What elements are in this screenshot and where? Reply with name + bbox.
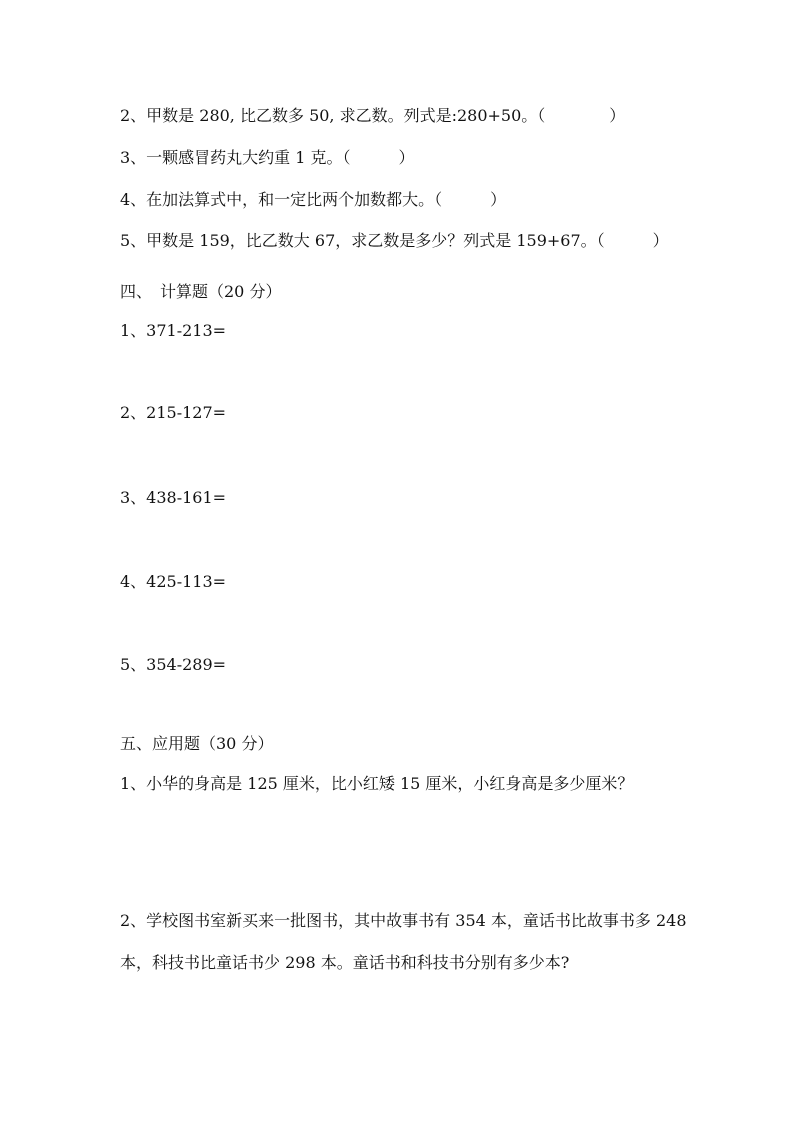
judgment-item-3: 3、一颗感冒药丸大约重 1 克。（ ） (120, 148, 415, 167)
calc-item-3: 3、438-161= (120, 488, 227, 507)
word-problem-1: 1、小华的身高是 125 厘米，比小红矮 15 厘米，小红身高是多少厘米？ (120, 774, 634, 793)
calc-item-4: 4、425-113= (120, 572, 227, 591)
calc-item-5: 5、354-289= (120, 655, 227, 674)
judgment-item-5: 5、甲数是 159，比乙数大 67，求乙数是多少？列式是 159+67。（ ） (120, 231, 669, 250)
judgment-item-4: 4、在加法算式中，和一定比两个加数都大。（ ） (120, 190, 507, 209)
calc-item-1: 1、371-213= (120, 321, 227, 340)
section-5-title: 五、应用题（30 分） (120, 734, 274, 753)
section-4-title: 四、 计算题（20 分） (120, 282, 282, 301)
judgment-item-2: 2、甲数是 280, 比乙数多 50, 求乙数。列式是:280+50。（ ） (120, 106, 626, 125)
word-problem-2: 2、学校图书室新买来一批图书，其中故事书有 354 本，童话书比故事书多 248 本，科技书比童话书少 298 本。童话书和科技书分别有多少本? (120, 911, 687, 972)
calc-item-2: 2、215-127= (120, 403, 227, 422)
